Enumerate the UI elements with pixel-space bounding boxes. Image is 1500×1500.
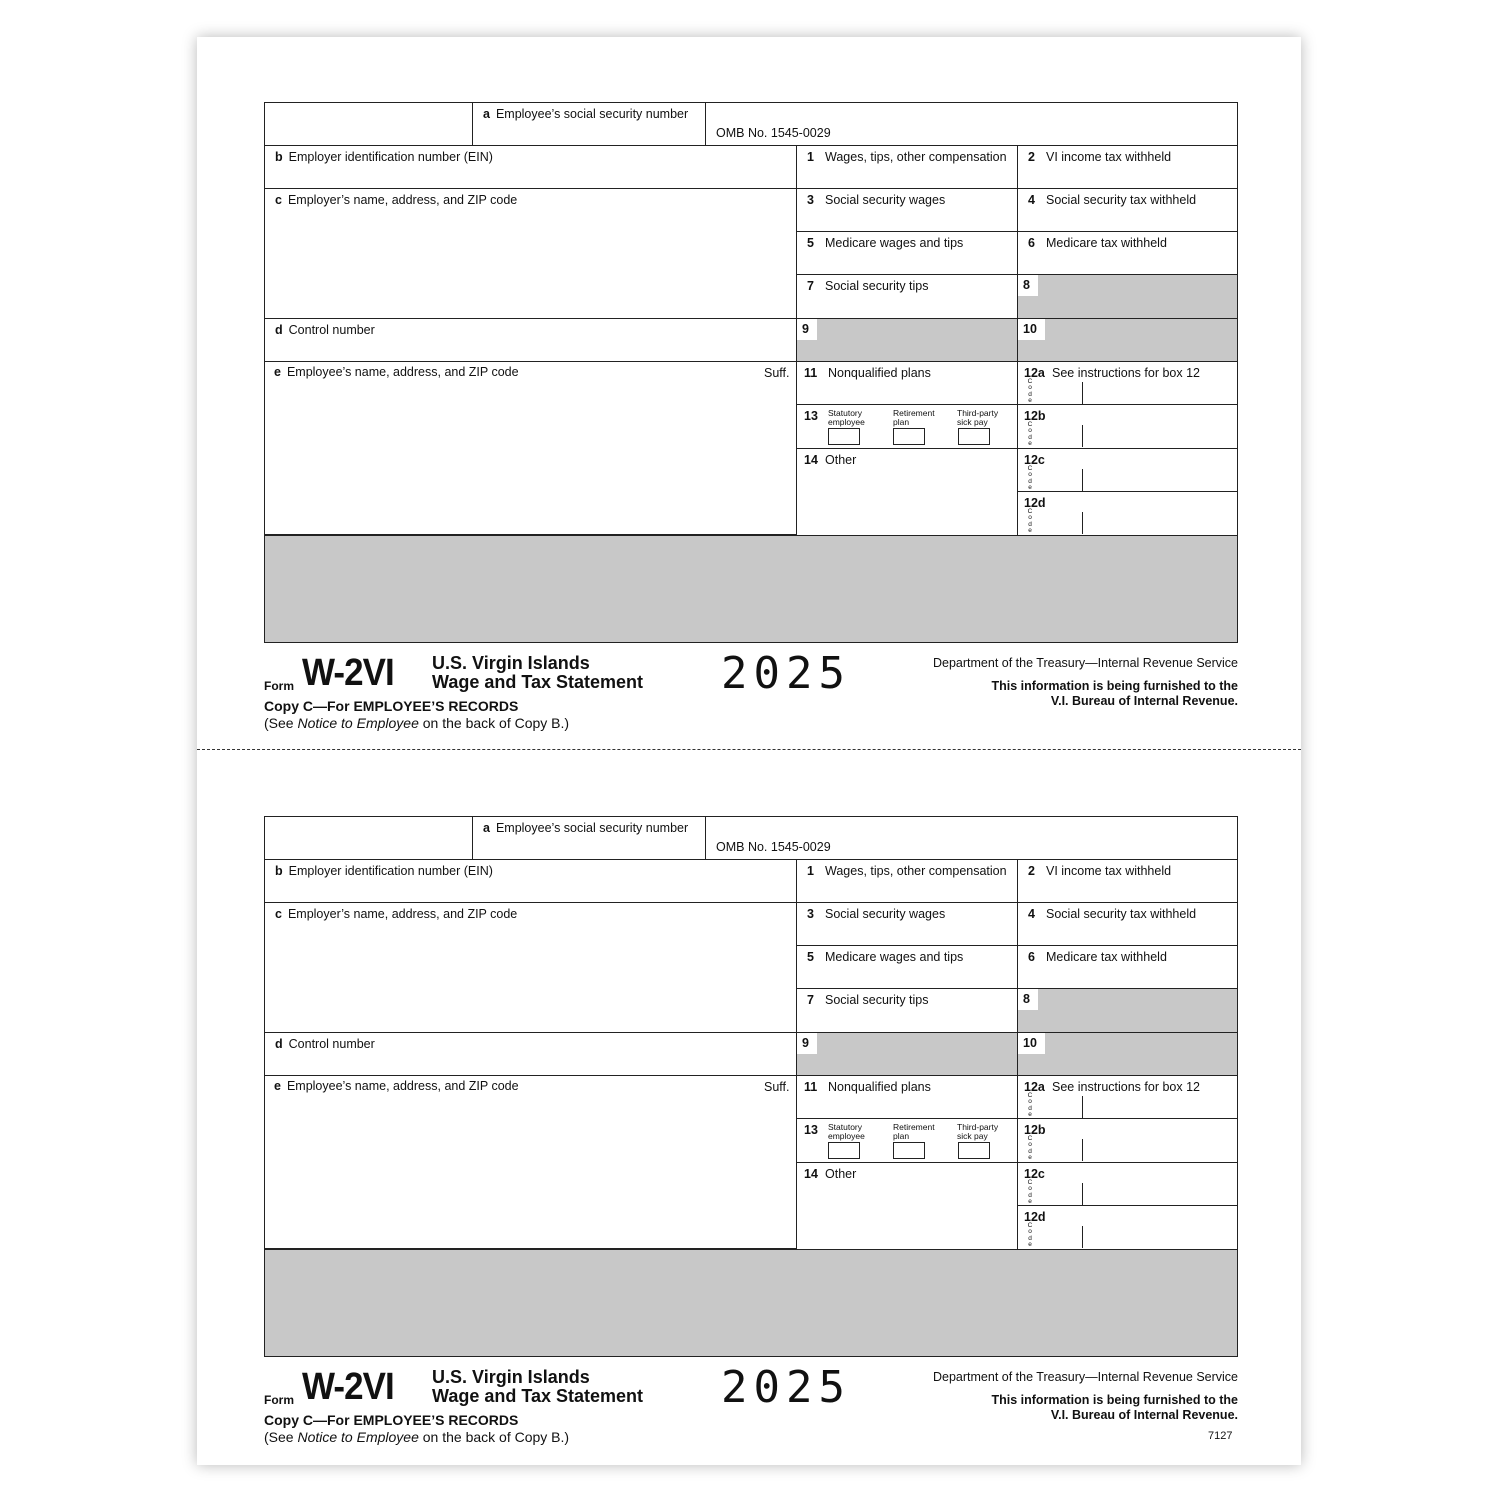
- retirement-plan-checkbox[interactable]: [893, 1142, 925, 1159]
- code-divider: [1082, 512, 1083, 534]
- blank-corner-box: [265, 103, 473, 146]
- box-3-ss-wages[interactable]: 3 Social security wages: [797, 189, 1018, 232]
- code-divider: [1082, 1096, 1083, 1118]
- third-party-sick-pay-checkbox[interactable]: [958, 1142, 990, 1159]
- box-12d[interactable]: 12d C o d e: [1018, 492, 1237, 535]
- form-footer: Form W-2VI U.S. Virgin Islands Wage and Tax Statement 2025 Copy C—For EMPLOYEE’S RECORDS (See Notice to Employee on the back of Copy B.) Department of the Treasury—Internal Revenue Service This information is being furnished to the V.I. Bureau of Internal Revenue.: [264, 648, 1238, 731]
- code-label: C o d e: [1027, 378, 1033, 404]
- box-14-other[interactable]: 14 Other: [797, 1163, 1018, 1249]
- code-divider: [1082, 1226, 1083, 1248]
- tax-year: 2025: [721, 1362, 851, 1413]
- box-12a[interactable]: 12a See instructions for box 12 C o d e: [1018, 362, 1237, 405]
- box-3-ss-wages[interactable]: 3 Social security wages: [797, 903, 1018, 946]
- code-divider: [1082, 1183, 1083, 1205]
- third-party-sick-pay-checkbox[interactable]: [958, 428, 990, 445]
- form-number: 7127: [1208, 1430, 1233, 1442]
- form-title: U.S. Virgin Islands Wage and Tax Statement: [432, 1367, 644, 1406]
- statutory-employee-checkbox[interactable]: [828, 1142, 860, 1159]
- box-9-shaded: 9: [797, 319, 1018, 362]
- box-13-checkboxes: 13 Statutory employee Retirement plan Third-party sick pay: [797, 405, 1018, 449]
- box-12a[interactable]: 12a See instructions for box 12 C o d e: [1018, 1076, 1237, 1119]
- box-12b[interactable]: 12b C o d e: [1018, 405, 1237, 449]
- furnished-info: This information is being furnished to the V.I. Bureau of Internal Revenue.: [991, 1393, 1238, 1422]
- shaded-bottom-area: [265, 1249, 1237, 1356]
- code-label: C o d e: [1027, 1092, 1033, 1118]
- box-8-shaded: 8: [1018, 275, 1237, 319]
- box-13-checkboxes: 13 Statutory employee Retirement plan Third-party sick pay: [797, 1119, 1018, 1163]
- code-divider: [1082, 1139, 1083, 1161]
- box-c-employer-name[interactable]: c Employer’s name, address, and ZIP code: [265, 903, 797, 1033]
- form-grid: [264, 102, 1238, 643]
- box-1-wages[interactable]: 1 Wages, tips, other compensation: [797, 146, 1018, 189]
- form-name: W-2VI: [302, 1366, 394, 1408]
- box-5-medicare-wages[interactable]: 5 Medicare wages and tips: [797, 946, 1018, 989]
- box-5-medicare-wages[interactable]: 5 Medicare wages and tips: [797, 232, 1018, 275]
- box-b-ein[interactable]: b Employer identification number (EIN): [265, 146, 797, 189]
- box-6-medicare-tax[interactable]: 6 Medicare tax withheld: [1018, 946, 1237, 989]
- box-a-ssn[interactable]: a Employee’s social security number: [473, 817, 706, 860]
- perforation-line: [197, 749, 1301, 750]
- form-title: U.S. Virgin Islands Wage and Tax Statement: [432, 653, 644, 692]
- retirement-plan-checkbox[interactable]: [893, 428, 925, 445]
- box-12b[interactable]: 12b C o d e: [1018, 1119, 1237, 1163]
- box-10-shaded: 10: [1018, 1033, 1237, 1076]
- box-1-wages[interactable]: 1 Wages, tips, other compensation: [797, 860, 1018, 903]
- form-grid: [264, 816, 1238, 1357]
- department-label: Department of the Treasury—Internal Revenue Service: [932, 1370, 1238, 1384]
- box-4-ss-tax[interactable]: 4 Social security tax withheld: [1018, 189, 1237, 232]
- box-d-control-number[interactable]: d Control number: [265, 1033, 797, 1076]
- box-9-shaded: 9: [797, 1033, 1018, 1076]
- box-2-vi-tax[interactable]: 2 VI income tax withheld: [1018, 860, 1237, 903]
- box-a-ssn[interactable]: a Employee’s social security number: [473, 103, 706, 146]
- furnished-info: This information is being furnished to the V.I. Bureau of Internal Revenue.: [991, 679, 1238, 708]
- code-label: C o d e: [1027, 1135, 1033, 1161]
- box-11-nonqualified[interactable]: 11 Nonqualified plans: [797, 362, 1018, 405]
- box-b-ein[interactable]: b Employer identification number (EIN): [265, 860, 797, 903]
- code-label: C o d e: [1027, 421, 1033, 447]
- code-divider: [1082, 425, 1083, 447]
- notice-text: (See Notice to Employee on the back of Copy B.): [264, 715, 570, 731]
- department-label: Department of the Treasury—Internal Revenue Service: [932, 656, 1238, 670]
- box-10-shaded: 10: [1018, 319, 1237, 362]
- box-e-employee-name[interactable]: e Employee’s name, address, and ZIP code Suff.: [265, 1076, 797, 1249]
- box-11-nonqualified[interactable]: 11 Nonqualified plans: [797, 1076, 1018, 1119]
- copy-c-upper: [264, 102, 1238, 742]
- box-12d[interactable]: 12d C o d e: [1018, 1206, 1237, 1249]
- code-label: C o d e: [1027, 1179, 1033, 1205]
- shaded-bottom-area: [265, 535, 1237, 642]
- omb-number-box: OMB No. 1545-0029: [706, 817, 1237, 860]
- code-label: C o d e: [1027, 508, 1033, 534]
- box-8-shaded: 8: [1018, 989, 1237, 1033]
- box-7-ss-tips[interactable]: 7 Social security tips: [797, 989, 1018, 1033]
- notice-text: (See Notice to Employee on the back of Copy B.): [264, 1429, 570, 1445]
- code-label: C o d e: [1027, 1222, 1033, 1248]
- copy-c-lower: [264, 816, 1238, 1456]
- box-e-employee-name[interactable]: e Employee’s name, address, and ZIP code Suff.: [265, 362, 797, 535]
- blank-corner-box: [265, 817, 473, 860]
- form-name: W-2VI: [302, 652, 394, 694]
- box-14-other[interactable]: 14 Other: [797, 449, 1018, 535]
- suffix-label: Suff.: [764, 366, 790, 380]
- code-divider: [1082, 382, 1083, 404]
- copy-label: Copy C—For EMPLOYEE’S RECORDS: [264, 1412, 519, 1428]
- box-12c[interactable]: 12c C o d e: [1018, 1163, 1237, 1206]
- statutory-employee-checkbox[interactable]: [828, 428, 860, 445]
- suffix-label: Suff.: [764, 1080, 790, 1094]
- box-c-employer-name[interactable]: c Employer’s name, address, and ZIP code: [265, 189, 797, 319]
- omb-number-box: OMB No. 1545-0029: [706, 103, 1237, 146]
- code-divider: [1082, 469, 1083, 491]
- box-2-vi-tax[interactable]: 2 VI income tax withheld: [1018, 146, 1237, 189]
- box-12c[interactable]: 12c C o d e: [1018, 449, 1237, 492]
- copy-label: Copy C—For EMPLOYEE’S RECORDS: [264, 698, 519, 714]
- box-7-ss-tips[interactable]: 7 Social security tips: [797, 275, 1018, 319]
- code-label: C o d e: [1027, 465, 1033, 491]
- box-4-ss-tax[interactable]: 4 Social security tax withheld: [1018, 903, 1237, 946]
- tax-year: 2025: [721, 648, 851, 699]
- box-d-control-number[interactable]: d Control number: [265, 319, 797, 362]
- box-6-medicare-tax[interactable]: 6 Medicare tax withheld: [1018, 232, 1237, 275]
- form-footer: Form W-2VI U.S. Virgin Islands Wage and Tax Statement 2025 Copy C—For EMPLOYEE’S RECORDS (See Notice to Employee on the back of Copy B.) Department of the Treasury—Internal Revenue Service This information is being furnished to the V.I. Bureau of Internal Revenue.: [264, 1362, 1238, 1445]
